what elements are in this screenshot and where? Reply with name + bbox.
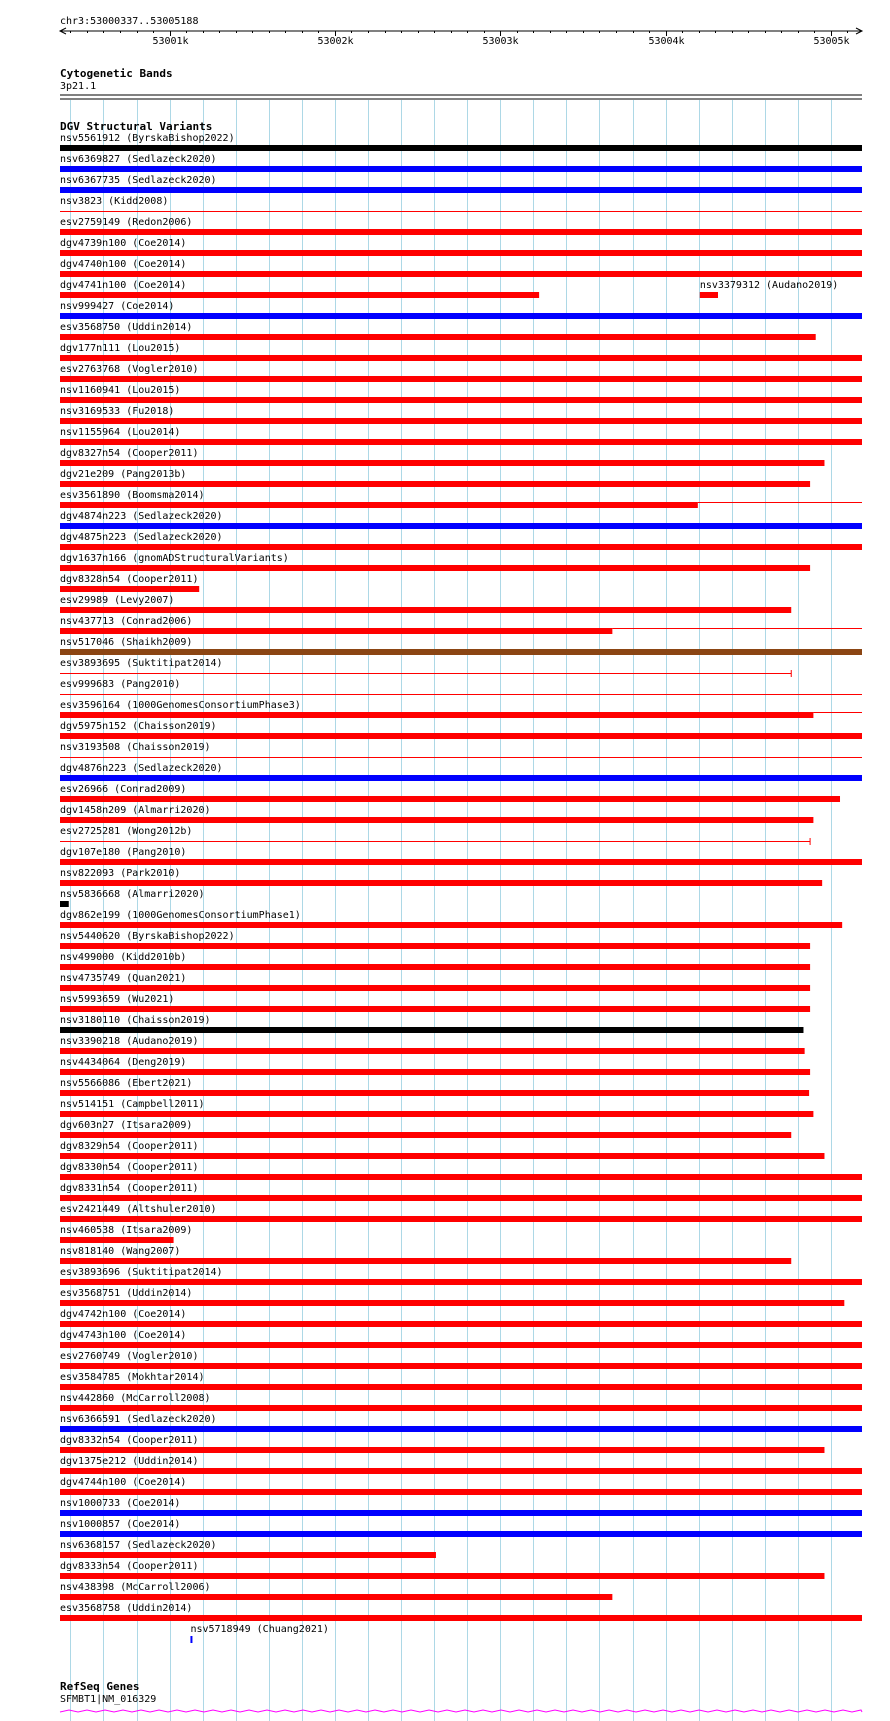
variant-label[interactable]: esv3568751 (Uddin2014) (60, 1288, 193, 1299)
variant-bar[interactable] (60, 775, 862, 781)
dgv-row (60, 889, 205, 907)
variant-bar[interactable] (60, 1090, 809, 1096)
variant-bar[interactable] (60, 607, 791, 613)
dgv-row (60, 175, 862, 193)
variant-label[interactable]: dgv8328n54 (Cooper2011) (60, 574, 199, 585)
dgv-row (60, 1015, 803, 1033)
variant-bar[interactable] (60, 1237, 174, 1243)
dgv-row (60, 385, 862, 403)
dgv-row (60, 1414, 862, 1432)
variant-label[interactable]: nsv3180110 (Chaisson2019) (60, 1015, 211, 1026)
variant-mark[interactable] (190, 1636, 192, 1643)
variant-bar[interactable] (60, 649, 862, 655)
variant-label[interactable]: nsv3193508 (Chaisson2019) (60, 742, 211, 753)
dgv-row (60, 1288, 844, 1306)
variant-label[interactable]: esv2760749 (Vogler2010) (60, 1351, 199, 1362)
variant-label[interactable]: nsv5561912 (ByrskaBishop2022) (60, 133, 235, 144)
variant-bar[interactable] (60, 796, 840, 802)
variant-label[interactable]: nsv514151 (Campbell2011) (60, 1099, 205, 1110)
variant-label[interactable]: esv3596164 (1000GenomesConsortiumPhase3) (60, 700, 301, 711)
variant-label[interactable]: nsv438398 (McCarroll2006) (60, 1582, 211, 1593)
dgv-row (60, 679, 862, 695)
dgv-row (60, 427, 862, 445)
variant-bar[interactable] (60, 229, 862, 235)
ruler-tick-label: 53004k (648, 36, 685, 47)
variant-bar[interactable] (60, 334, 816, 340)
variant-label[interactable]: dgv8329n54 (Cooper2011) (60, 1141, 199, 1152)
ruler-ticks (71, 31, 850, 47)
dgv-row (60, 238, 862, 256)
variant-bar[interactable] (60, 439, 862, 445)
dgv-row (60, 1183, 862, 1201)
variant-label[interactable]: dgv4874n223 (Sedlazeck2020) (60, 511, 223, 522)
refseq-gene-feature[interactable] (60, 1710, 862, 1712)
variant-bar[interactable] (60, 1342, 862, 1348)
variant-bar[interactable] (60, 922, 842, 928)
variant-bar[interactable] (60, 397, 862, 403)
variant-bar[interactable] (60, 544, 862, 550)
dgv-row (60, 1120, 791, 1138)
dgv-row (60, 217, 862, 235)
variant-label[interactable]: dgv8333n54 (Cooper2011) (60, 1561, 199, 1572)
variant-label[interactable]: nsv517046 (Shaikh2009) (60, 637, 193, 648)
variant-bar[interactable] (60, 1132, 791, 1138)
dgv-row (60, 784, 840, 802)
refseq-track-title: RefSeq Genes (60, 1680, 140, 1693)
variant-bar[interactable] (60, 628, 612, 634)
variant-label[interactable]: dgv4742n100 (Coe2014) (60, 1309, 187, 1320)
variant-bar[interactable] (60, 1531, 862, 1537)
variant-label[interactable]: esv3584785 (Mokhtar2014) (60, 1372, 205, 1383)
dgv-row (60, 322, 816, 340)
variant-bar[interactable] (60, 523, 862, 529)
variant-bar[interactable] (60, 376, 862, 382)
dgv-row (60, 952, 810, 970)
dgv-row (60, 805, 813, 823)
variant-bar[interactable] (60, 1468, 862, 1474)
dgv-row (60, 490, 862, 508)
dgv-row (60, 1540, 436, 1558)
variant-bar[interactable] (60, 1216, 862, 1222)
dgv-track-title: DGV Structural Variants (60, 120, 213, 133)
variant-label[interactable]: dgv1375e212 (Uddin2014) (60, 1456, 199, 1467)
variant-label[interactable]: dgv1458n209 (Almarri2020) (60, 805, 211, 816)
variant-label[interactable]: nsv437713 (Conrad2006) (60, 616, 193, 627)
variant-bar[interactable] (60, 313, 862, 319)
dgv-row (60, 532, 862, 550)
variant-label[interactable]: nsv6368157 (Sedlazeck2020) (60, 1540, 217, 1551)
cytoband-track[interactable] (60, 67, 862, 99)
variant-bar[interactable] (60, 1153, 824, 1159)
dgv-row (60, 1477, 862, 1495)
variant-bar[interactable] (60, 1300, 844, 1306)
refseq-track[interactable] (60, 1680, 862, 1712)
variant-bar[interactable] (60, 187, 862, 193)
dgv-row (60, 1309, 862, 1327)
dgv-row (60, 826, 810, 845)
variant-label[interactable]: nsv6369827 (Sedlazeck2020) (60, 154, 217, 165)
variant-bar[interactable] (60, 1258, 791, 1264)
cytoband-track-title: Cytogenetic Bands (60, 67, 173, 80)
variant-bar[interactable] (60, 985, 810, 991)
variant-label[interactable]: esv2725281 (Wong2012b) (60, 826, 193, 837)
dgv-row (60, 511, 862, 529)
variant-label[interactable]: nsv5836668 (Almarri2020) (60, 889, 205, 900)
dgv-row (60, 1582, 612, 1600)
dgv-row (60, 658, 791, 677)
variant-bar[interactable] (60, 1195, 862, 1201)
dgv-row (60, 742, 862, 758)
variant-label[interactable]: esv26966 (Conrad2009) (60, 784, 187, 795)
variant-bar[interactable] (60, 1027, 803, 1033)
variant-bar[interactable] (60, 145, 862, 151)
variant-label[interactable]: nsv5993659 (Wu2021) (60, 994, 175, 1005)
variant-bar[interactable] (60, 1069, 810, 1075)
variant-label[interactable]: dgv8327n54 (Cooper2011) (60, 448, 199, 459)
variant-label[interactable]: dgv107e180 (Pang2010) (60, 847, 187, 858)
dgv-row (60, 721, 862, 739)
variant-label[interactable]: dgv1637n166 (gnomADStructuralVariants) (60, 553, 289, 564)
variant-label[interactable]: nsv1000733 (Coe2014) (60, 1498, 181, 1509)
variant-bar[interactable] (60, 880, 822, 886)
variant-label[interactable]: nsv4735749 (Quan2021) (60, 973, 187, 984)
dgv-row (60, 910, 842, 928)
dgv-row (60, 973, 810, 991)
variant-bar[interactable] (60, 1111, 813, 1117)
variant-label[interactable]: nsv3169533 (Fu2018) (60, 406, 175, 417)
ruler-tick-label: 53005k (813, 36, 850, 47)
variant-label[interactable]: dgv603n27 (Itsara2009) (60, 1120, 193, 1131)
variant-label[interactable]: dgv4744n100 (Coe2014) (60, 1477, 187, 1488)
variant-bar[interactable] (60, 1594, 612, 1600)
variant-bar[interactable] (60, 1174, 862, 1180)
variant-bar[interactable] (60, 1615, 862, 1621)
variant-bar[interactable] (60, 1363, 862, 1369)
variant-label[interactable]: esv29989 (Levy2007) (60, 595, 175, 606)
variant-label[interactable]: nsv460538 (Itsara2009) (60, 1225, 193, 1236)
variant-label[interactable]: nsv6366591 (Sedlazeck2020) (60, 1414, 217, 1425)
variant-bar[interactable] (60, 1384, 862, 1390)
variant-bar[interactable] (60, 355, 862, 361)
dgv-row (60, 406, 862, 424)
variant-label[interactable]: dgv4739n100 (Coe2014) (60, 238, 187, 249)
variant-label[interactable]: esv2759149 (Redon2006) (60, 217, 193, 228)
variant-label[interactable]: dgv862e199 (1000GenomesConsortiumPhase1) (60, 910, 301, 921)
ruler[interactable] (60, 16, 862, 47)
variant-bar[interactable] (60, 1006, 810, 1012)
variant-bar[interactable] (60, 460, 824, 466)
dgv-row (60, 1393, 862, 1411)
dgv-row (60, 1246, 791, 1264)
variant-bar[interactable] (60, 565, 810, 571)
dgv-row (60, 637, 862, 655)
variant-label[interactable]: nsv3390218 (Audano2019) (60, 1036, 199, 1047)
variant-label[interactable]: nsv5566086 (Ebert2021) (60, 1078, 193, 1089)
variant-bar[interactable] (60, 1279, 862, 1285)
variant-label[interactable]: nsv4434064 (Deng2019) (60, 1057, 187, 1068)
variant-label[interactable]: dgv5975n152 (Chaisson2019) (60, 721, 217, 732)
dgv-row (60, 574, 199, 592)
dgv-row (60, 931, 810, 949)
dgv-row (60, 1351, 862, 1369)
variant-label[interactable]: nsv1160941 (Lou2015) (60, 385, 181, 396)
variant-label[interactable]: dgv4875n223 (Sedlazeck2020) (60, 532, 223, 543)
variant-bar[interactable] (60, 1048, 805, 1054)
variant-bar[interactable] (60, 712, 813, 718)
dgv-row (60, 1372, 862, 1390)
dgv-row (60, 1561, 824, 1579)
dgv-row (60, 469, 810, 487)
dgv-row (60, 1435, 824, 1453)
dgv-row (60, 763, 862, 781)
variant-bar[interactable] (60, 1321, 862, 1327)
dgv-row (60, 1330, 862, 1348)
ruler-tick-label: 53001k (152, 36, 189, 47)
variant-label[interactable]: esv3893696 (Suktitipat2014) (60, 1267, 223, 1278)
variant-label[interactable]: dgv21e209 (Pang2013b) (60, 469, 187, 480)
variant-bar[interactable] (60, 250, 862, 256)
dgv-row (60, 1036, 805, 1054)
variant-bar[interactable] (60, 271, 862, 277)
dgv-row (60, 868, 822, 886)
variant-label[interactable]: nsv6367735 (Sedlazeck2020) (60, 175, 217, 186)
variant-label[interactable]: dgv4741n100 (Coe2014) (60, 280, 187, 291)
variant-label[interactable]: esv3568758 (Uddin2014) (60, 1603, 193, 1614)
variant-bar[interactable] (60, 943, 810, 949)
variant-label[interactable]: dgv8332n54 (Cooper2011) (60, 1435, 199, 1446)
ruler-tick-label: 53003k (482, 36, 519, 47)
variant-bar[interactable] (60, 964, 810, 970)
variant-label[interactable]: nsv1000857 (Coe2014) (60, 1519, 181, 1530)
variant-label[interactable]: esv3561890 (Boomsma2014) (60, 490, 205, 501)
variant-label[interactable]: nsv5440620 (ByrskaBishop2022) (60, 931, 235, 942)
variant-label[interactable]: nsv818140 (Wang2007) (60, 1246, 181, 1257)
dgv-row (60, 616, 862, 634)
variant-label[interactable]: dgv4876n223 (Sedlazeck2020) (60, 763, 223, 774)
variant-label[interactable]: nsv999427 (Coe2014) (60, 301, 175, 312)
dgv-row (60, 259, 862, 277)
dgv-row (60, 1099, 813, 1117)
dgv-row (60, 1456, 862, 1474)
dgv-row (60, 343, 862, 361)
dgv-row (190, 1624, 328, 1643)
variant-label[interactable]: esv999683 (Pang2010) (60, 679, 181, 690)
variant-bar[interactable] (700, 292, 718, 298)
refseq-gene-label[interactable]: SFMBT1|NM_016329 (60, 1694, 157, 1705)
variant-bar[interactable] (60, 418, 862, 424)
dgv-row (60, 1162, 862, 1180)
variant-label[interactable]: dgv4740n100 (Coe2014) (60, 259, 187, 270)
dgv-row (60, 133, 862, 151)
variant-label[interactable]: nsv822093 (Park2010) (60, 868, 181, 879)
variant-label[interactable]: nsv5718949 (Chuang2021) (190, 1624, 329, 1635)
variant-bar[interactable] (60, 859, 862, 865)
variant-label[interactable]: dgv4743n100 (Coe2014) (60, 1330, 187, 1341)
location-label: chr3:53000337..53005188 (60, 16, 199, 27)
variant-label[interactable]: esv2763768 (Vogler2010) (60, 364, 199, 375)
variant-label[interactable]: nsv3379312 (Audano2019) (699, 280, 839, 291)
dgv-features (60, 133, 862, 1643)
variant-label[interactable]: nsv499000 (Kidd2010b) (60, 952, 187, 963)
variant-bar[interactable] (60, 1489, 862, 1495)
dgv-row (60, 1141, 824, 1159)
variant-bar[interactable] (60, 1447, 824, 1453)
dgv-row (60, 196, 862, 212)
dgv-row (60, 280, 838, 298)
variant-bar[interactable] (60, 502, 698, 508)
dgv-row (60, 448, 824, 466)
variant-label[interactable]: esv2421449 (Altshuler2010) (60, 1204, 217, 1215)
variant-label[interactable]: nsv1155964 (Lou2014) (60, 427, 181, 438)
dgv-row (60, 847, 862, 865)
cytoband-label: 3p21.1 (60, 81, 97, 92)
dgv-row (60, 1204, 862, 1222)
variant-label[interactable]: esv3568750 (Uddin2014) (60, 322, 193, 333)
variant-bar[interactable] (60, 1552, 436, 1558)
dgv-row (60, 1225, 192, 1243)
variant-bar[interactable] (60, 481, 810, 487)
variant-bar[interactable] (60, 1405, 862, 1411)
dgv-row (60, 301, 862, 319)
dgv-row (60, 553, 810, 571)
dgv-row (60, 1519, 862, 1537)
variant-label[interactable]: nsv3823 (Kidd2008) (60, 196, 169, 207)
dgv-row (60, 700, 862, 718)
dgv-row (60, 364, 862, 382)
variant-label[interactable]: dgv8331n54 (Cooper2011) (60, 1183, 199, 1194)
dgv-row (60, 1267, 862, 1285)
dgv-row (60, 1498, 862, 1516)
variant-bar[interactable] (60, 166, 862, 172)
variant-bar[interactable] (60, 817, 813, 823)
variant-label[interactable]: nsv442860 (McCarroll2008) (60, 1393, 211, 1404)
variant-bar[interactable] (60, 1510, 862, 1516)
dgv-row (60, 1057, 810, 1075)
ruler-tick-label: 53002k (317, 36, 354, 47)
dgv-row (60, 595, 791, 613)
dgv-row (60, 994, 810, 1012)
dgv-row (60, 154, 862, 172)
variant-bar[interactable] (60, 1573, 824, 1579)
variant-label[interactable]: esv3893695 (Suktitipat2014) (60, 658, 223, 669)
variant-label[interactable]: dgv177n111 (Lou2015) (60, 343, 181, 354)
variant-bar[interactable] (60, 1426, 862, 1432)
variant-bar[interactable] (60, 292, 539, 298)
variant-bar[interactable] (60, 733, 862, 739)
variant-bar[interactable] (60, 586, 199, 592)
variant-bar[interactable] (60, 901, 69, 907)
variant-label[interactable]: dgv8330n54 (Cooper2011) (60, 1162, 199, 1173)
dgv-track[interactable] (60, 120, 862, 1643)
dgv-row (60, 1603, 862, 1621)
